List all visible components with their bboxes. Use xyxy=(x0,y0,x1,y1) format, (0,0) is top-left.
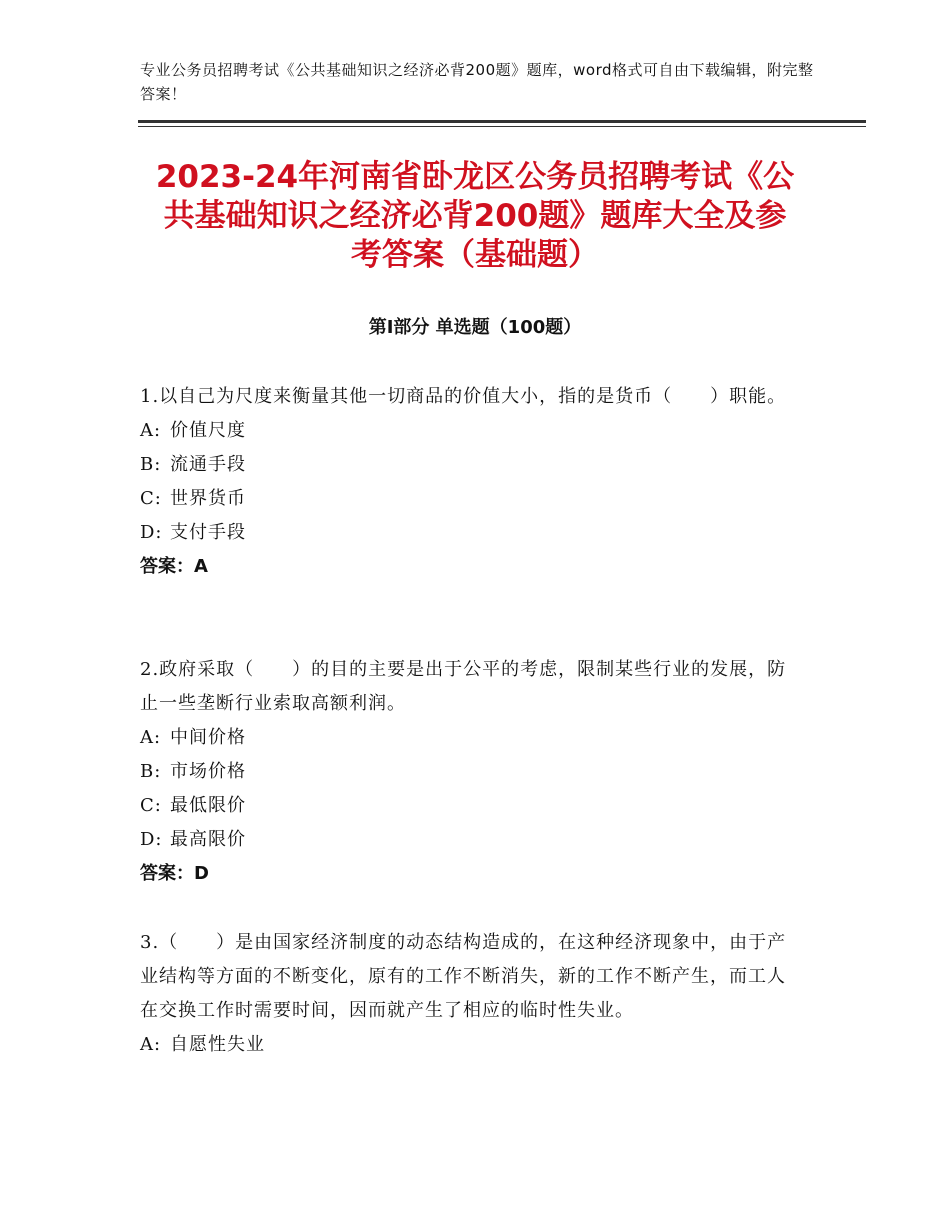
option-text: 自愿性失业 xyxy=(170,1034,265,1055)
option-letter: B: xyxy=(140,761,162,782)
question-stem: 3.（ ）是由国家经济制度的动态结构造成的，在这种经济现象中，由于产业结构等方面的不断变化，原有的工作不断消失，新的工作不断产生，而工人在交换工作时需要时间，因而就产生了相应的临时性失业。 xyxy=(140,932,787,1021)
option-letter: D: xyxy=(140,522,163,543)
header-divider xyxy=(138,120,866,123)
option-c xyxy=(140,482,800,516)
option-text: 最高限价 xyxy=(170,829,246,850)
option-text: 中间价格 xyxy=(170,727,246,748)
option-letter: D: xyxy=(140,829,163,850)
option-b xyxy=(140,755,800,789)
option-letter: C: xyxy=(140,795,162,816)
section-heading: 第Ⅰ部分 单选题（100题） xyxy=(368,317,582,338)
option-letter: A: xyxy=(140,727,162,748)
option-d xyxy=(140,516,800,550)
option-text: 支付手段 xyxy=(170,522,246,543)
option-letter: A: xyxy=(140,420,162,441)
option-c xyxy=(140,789,800,823)
option-letter: C: xyxy=(140,488,162,509)
document-title: 2023-24年河南省卧龙区公务员招聘考试《公共基础知识之经济必背200题》题库大全及参考答案（基础题） xyxy=(155,159,795,273)
question-stem: 2.政府采取（ ）的目的主要是出于公平的考虑，限制某些行业的发展，防止一些垄断行业索取高额利润。 xyxy=(140,659,787,714)
question-stem: 1.以自己为尺度来衡量其他一切商品的价值大小，指的是货币（ ）职能。 xyxy=(140,386,787,407)
option-text: 最低限价 xyxy=(170,795,246,816)
option-text: 流通手段 xyxy=(170,454,246,475)
option-text: 市场价格 xyxy=(170,761,246,782)
header-note: 专业公务员招聘考试《公共基础知识之经济必背200题》题库，word格式可自由下载编辑，附完整答案！ xyxy=(140,61,814,103)
option-d xyxy=(140,823,800,857)
option-a xyxy=(140,721,800,755)
option-text: 价值尺度 xyxy=(170,420,246,441)
answer: 答案：A xyxy=(140,556,208,577)
option-a xyxy=(140,414,800,448)
question-3 xyxy=(140,926,800,1062)
option-letter: A: xyxy=(140,1034,162,1055)
question-2 xyxy=(140,653,800,891)
option-text: 世界货币 xyxy=(170,488,246,509)
option-b xyxy=(140,448,800,482)
option-letter: B: xyxy=(140,454,162,475)
header-divider-thin xyxy=(138,126,866,127)
question-1 xyxy=(140,380,800,584)
answer: 答案：D xyxy=(140,863,209,884)
option-a xyxy=(140,1028,800,1062)
